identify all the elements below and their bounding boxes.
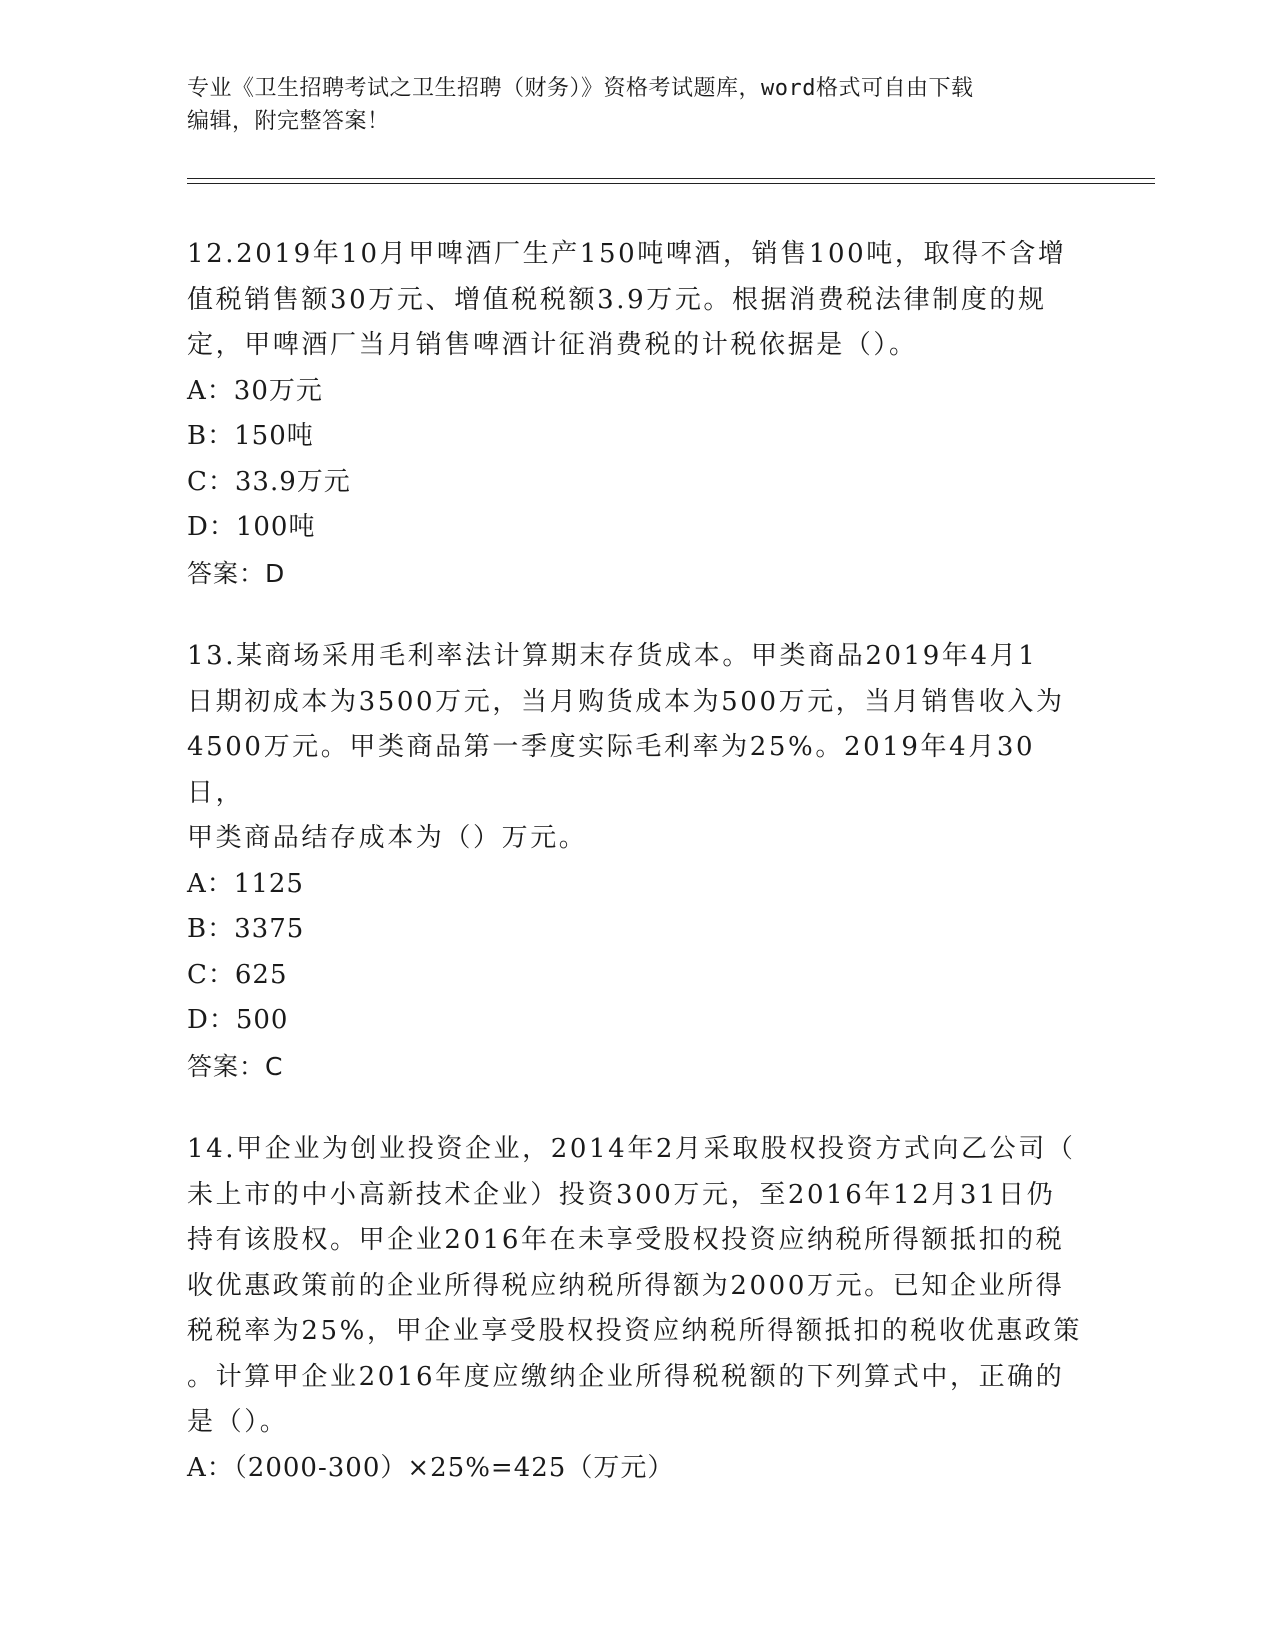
header-divider xyxy=(187,178,1155,184)
question-stem-line: 定，甲啤酒厂当月销售啤酒计征消费税的计税依据是（）。 xyxy=(187,330,918,360)
question-stem-line: 是（）。 xyxy=(187,1407,289,1437)
option-a: A：1125 xyxy=(187,868,304,899)
option-d: D：500 xyxy=(187,1005,289,1035)
question-list xyxy=(187,232,1087,1529)
question-stem-line: 未上市的中小高新技术企业）投资300万元，至2016年12月31日仍 xyxy=(187,1179,1056,1210)
question-stem-line: 12.2019年10月甲啤酒厂生产150吨啤酒，销售100吨，取得不含增 xyxy=(187,239,1067,269)
question-12 xyxy=(187,232,1087,596)
answer-line: 答案：D xyxy=(187,558,286,588)
question-stem-line: 。计算甲企业2016年度应缴纳企业所得税税额的下列算式中，正确的 xyxy=(187,1361,1065,1392)
option-b: B：3375 xyxy=(187,914,305,944)
question-stem-line: 税税率为25%，甲企业享受股权投资应纳税所得额抵扣的税收优惠政策 xyxy=(187,1316,1082,1346)
option-a: A：（2000-300）×25%=425（万元） xyxy=(187,1452,675,1483)
option-a: A：30万元 xyxy=(187,375,323,406)
question-stem-line: 14.甲企业为创业投资企业，2014年2月采取股权投资方式向乙公司（ xyxy=(187,1134,1076,1164)
option-c: C：625 xyxy=(187,959,288,990)
question-stem-line: 13.某商场采用毛利率法计算期末存货成本。甲类商品2019年4月1 xyxy=(187,641,1038,671)
question-stem-line: 甲类商品结存成本为（）万元。 xyxy=(187,823,588,853)
question-13 xyxy=(187,634,1087,1089)
document-header xyxy=(187,72,1087,138)
header-line-1: 专业《卫生招聘考试之卫生招聘（财务）》资格考试题库，word格式可自由下载 xyxy=(187,76,974,101)
answer-line: 答案：C xyxy=(187,1051,284,1081)
question-stem-line: 日期初成本为3500万元，当月购货成本为500万元，当月销售收入为 xyxy=(187,686,1065,717)
option-b: B：150吨 xyxy=(187,421,314,451)
question-stem-line: 4500万元。甲类商品第一季度实际毛利率为25%。2019年4月30日， xyxy=(187,732,1036,808)
question-stem-line: 值税销售额30万元、增值税税额3.9万元。根据消费税法律制度的规 xyxy=(187,284,1047,315)
option-c: C：33.9万元 xyxy=(187,466,351,497)
header-line-2: 编辑，附完整答案！ xyxy=(187,109,390,134)
question-14 xyxy=(187,1127,1087,1491)
question-stem-line: 收优惠政策前的企业所得税应纳税所得额为2000万元。已知企业所得 xyxy=(187,1270,1065,1301)
option-d: D：100吨 xyxy=(187,512,316,542)
question-stem-line: 持有该股权。甲企业2016年在未享受股权投资应纳税所得额抵扣的税 xyxy=(187,1225,1065,1255)
